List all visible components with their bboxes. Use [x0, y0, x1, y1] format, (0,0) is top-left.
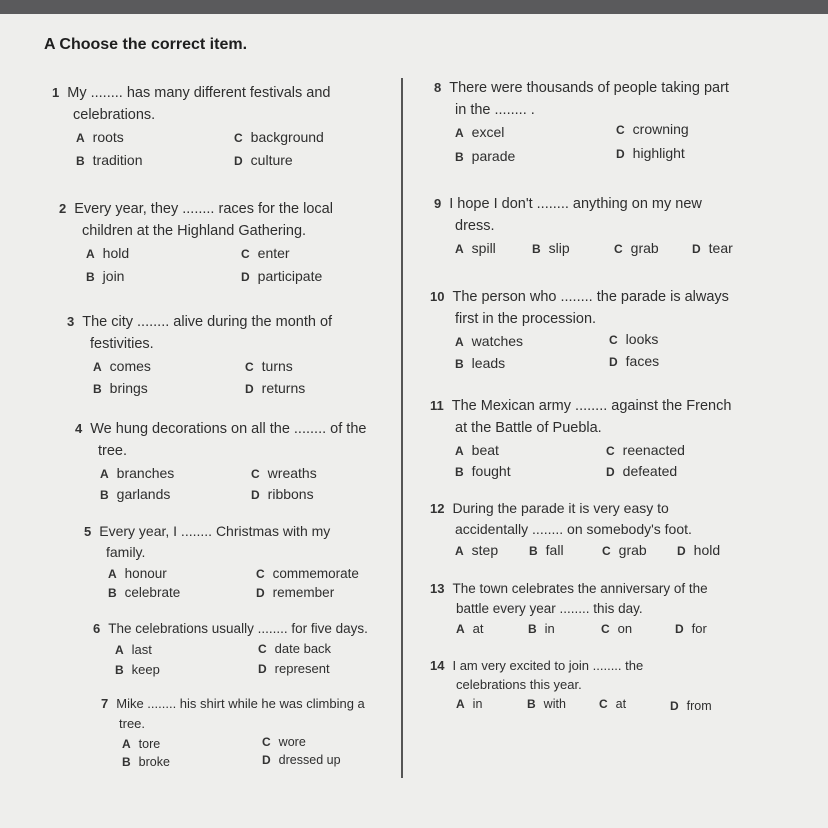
option-d[interactable]	[256, 582, 334, 604]
question-number: 13	[430, 581, 445, 596]
question-text-cont: first in the procession.	[455, 311, 597, 327]
option-letter: A	[76, 131, 85, 145]
question-text-cont: battle every year ........ this day.	[456, 601, 643, 616]
option-text: in	[544, 621, 555, 636]
option-letter: B	[455, 357, 464, 371]
option-letter: B	[115, 663, 124, 677]
option-a[interactable]	[455, 330, 523, 353]
question-8	[434, 77, 774, 167]
option-letter: D	[241, 270, 250, 284]
option-letter: C	[616, 123, 625, 137]
section-heading: A Choose the correct item.	[44, 36, 248, 53]
option-c[interactable]	[616, 118, 689, 141]
option-text: culture	[250, 152, 293, 168]
option-text: at	[615, 697, 627, 711]
option-d[interactable]	[258, 659, 330, 679]
option-d[interactable]	[677, 540, 720, 562]
question-text: The person who ........ the parade is always	[452, 289, 729, 305]
option-letter: A	[108, 567, 117, 581]
question-number: 6	[93, 621, 101, 636]
option-d[interactable]	[692, 237, 733, 260]
option-d[interactable]	[241, 265, 322, 288]
option-letter: D	[670, 699, 679, 713]
option-a[interactable]	[115, 640, 152, 660]
option-text: leads	[471, 355, 506, 371]
option-text: brings	[109, 380, 148, 396]
question-text-cont: family.	[106, 544, 146, 560]
option-a[interactable]	[456, 695, 482, 714]
question-2	[59, 198, 379, 288]
question-number: 7	[101, 696, 109, 711]
option-b[interactable]	[455, 352, 505, 375]
option-letter: D	[606, 465, 615, 479]
option-c[interactable]	[602, 540, 647, 562]
option-text: celebrate	[124, 585, 181, 600]
option-text: spill	[471, 240, 496, 256]
option-letter: C	[614, 242, 623, 256]
option-text: excel	[471, 124, 505, 140]
option-text: watches	[471, 333, 524, 349]
option-letter: C	[256, 567, 265, 581]
question-text-cont: at the Battle of Puebla.	[455, 420, 602, 436]
question-text-cont: dress.	[455, 218, 495, 234]
question-text: We hung decorations on all the ........ of the	[90, 421, 367, 437]
option-text: garlands	[116, 486, 171, 502]
question-9	[434, 193, 774, 261]
question-text: I hope I don't ........ anything on my new	[449, 196, 702, 212]
question-text: Mike ........ his shirt while he was climbing a	[116, 696, 365, 711]
option-text: represent	[274, 661, 330, 676]
option-text: looks	[625, 331, 659, 347]
option-b[interactable]	[455, 145, 515, 168]
option-c[interactable]	[258, 639, 331, 659]
option-text: grab	[618, 542, 647, 558]
option-a[interactable]	[455, 121, 504, 144]
option-b[interactable]	[108, 582, 180, 604]
option-text: fall	[545, 542, 564, 558]
option-letter: C	[602, 544, 611, 558]
question-13	[430, 579, 770, 641]
option-b[interactable]	[455, 460, 511, 483]
option-letter: C	[609, 333, 618, 347]
option-letter: A	[455, 242, 464, 256]
option-letter: B	[532, 242, 541, 256]
question-text-cont: children at the Highland Gathering.	[82, 223, 307, 239]
question-text: I am very excited to join ........ the	[452, 658, 644, 673]
question-6	[93, 619, 393, 681]
option-text: on	[617, 621, 633, 636]
option-b[interactable]	[76, 149, 142, 172]
question-text-cont: festivities.	[90, 336, 154, 352]
option-text: wore	[278, 735, 306, 749]
option-text: turns	[261, 358, 293, 374]
option-text: reenacted	[622, 442, 685, 458]
option-c[interactable]	[599, 695, 626, 714]
option-text: participate	[257, 268, 323, 284]
option-text: returns	[261, 380, 306, 396]
option-letter: D	[251, 488, 260, 502]
option-letter: B	[528, 622, 537, 636]
worksheet-page	[0, 14, 828, 828]
question-12	[430, 498, 770, 562]
option-letter: B	[86, 270, 95, 284]
option-letter: A	[455, 544, 464, 558]
option-letter: C	[601, 622, 610, 636]
question-text: There were thousands of people taking part	[449, 80, 729, 96]
question-5	[84, 521, 394, 605]
option-b[interactable]	[529, 540, 564, 562]
option-letter: B	[455, 465, 464, 479]
question-text: Every year, I ........ Christmas with my	[99, 523, 331, 539]
option-text: broke	[138, 755, 170, 769]
option-letter: A	[456, 697, 465, 711]
option-letter: C	[606, 444, 615, 458]
question-number: 9	[434, 196, 442, 211]
option-letter: A	[86, 247, 95, 261]
option-d[interactable]	[606, 460, 677, 483]
option-text: join	[102, 268, 125, 284]
option-letter: C	[258, 642, 267, 656]
question-text: The town celebrates the anniversary of the	[452, 581, 708, 596]
question-text: Every year, they ........ races for the local	[74, 201, 333, 217]
option-a[interactable]	[86, 242, 129, 265]
option-d[interactable]	[251, 483, 314, 506]
option-letter: D	[692, 242, 701, 256]
option-text: comes	[109, 358, 151, 374]
option-text: tear	[708, 240, 733, 256]
option-letter: B	[100, 488, 109, 502]
top-bezel	[0, 0, 828, 14]
option-letter: D	[234, 154, 243, 168]
question-14	[430, 656, 770, 716]
question-text-cont: tree.	[119, 716, 146, 731]
option-text: honour	[124, 566, 167, 581]
option-d[interactable]	[616, 142, 685, 165]
option-c[interactable]	[601, 619, 632, 639]
option-text: branches	[116, 465, 175, 481]
option-b[interactable]	[93, 377, 148, 400]
option-letter: C	[262, 735, 271, 749]
option-text: last	[131, 642, 152, 657]
option-text: grab	[630, 240, 659, 256]
question-text-cont: celebrations this year.	[456, 677, 582, 692]
option-text: step	[471, 542, 499, 558]
option-letter: D	[609, 355, 618, 369]
option-c[interactable]	[234, 126, 324, 149]
option-d[interactable]	[675, 619, 707, 639]
option-c[interactable]	[606, 439, 685, 462]
option-letter: D	[616, 147, 625, 161]
question-10	[430, 286, 770, 376]
option-c[interactable]	[251, 462, 317, 485]
option-a[interactable]	[455, 439, 499, 462]
option-letter: A	[115, 643, 124, 657]
option-a[interactable]	[455, 540, 498, 562]
option-text: enter	[257, 245, 290, 261]
option-b[interactable]	[115, 660, 160, 680]
option-text: hold	[693, 542, 721, 558]
option-c[interactable]	[609, 328, 658, 351]
option-a[interactable]	[76, 126, 124, 149]
question-11	[430, 395, 770, 483]
question-number: 1	[52, 85, 60, 100]
option-d[interactable]	[262, 750, 341, 770]
question-3	[67, 311, 387, 401]
option-text: roots	[92, 129, 124, 145]
option-text: crowning	[632, 121, 689, 137]
option-letter: A	[122, 737, 131, 751]
option-text: with	[543, 697, 566, 711]
option-d[interactable]	[234, 149, 293, 172]
question-text: The celebrations usually ........ for five days.	[108, 621, 368, 636]
option-a[interactable]	[455, 237, 496, 260]
option-letter: C	[241, 247, 250, 261]
option-letter: D	[258, 662, 267, 676]
option-d[interactable]	[670, 697, 712, 716]
option-letter: A	[455, 335, 464, 349]
option-a[interactable]	[122, 734, 160, 754]
option-text: tradition	[92, 152, 143, 168]
question-text-cont: in the ........ .	[455, 102, 535, 118]
question-text: During the parade it is very easy to	[452, 500, 669, 516]
option-text: slip	[548, 240, 570, 256]
question-number: 2	[59, 201, 67, 216]
option-b[interactable]	[528, 619, 555, 639]
question-text: The city ........ alive during the month of	[82, 314, 333, 330]
option-letter: A	[93, 360, 102, 374]
option-letter: B	[527, 697, 536, 711]
question-text-cont: accidentally ........ on somebody's foot.	[455, 521, 692, 537]
option-text: beat	[471, 442, 499, 458]
option-b[interactable]	[532, 237, 570, 260]
option-text: wreaths	[267, 465, 317, 481]
question-number: 11	[430, 398, 444, 413]
option-text: for	[691, 621, 707, 636]
option-b[interactable]	[100, 483, 170, 506]
question-text: The Mexican army ........ against the French	[451, 398, 732, 414]
question-4	[75, 418, 395, 508]
option-letter: D	[677, 544, 686, 558]
option-letter: D	[675, 622, 684, 636]
option-letter: C	[251, 467, 260, 481]
option-text: background	[250, 129, 324, 145]
question-number: 12	[430, 501, 445, 516]
option-c[interactable]	[241, 242, 290, 265]
option-c[interactable]	[262, 732, 306, 752]
option-letter: B	[122, 755, 131, 769]
question-number: 14	[430, 658, 445, 673]
option-letter: A	[456, 622, 465, 636]
option-letter: D	[256, 586, 265, 600]
option-letter: A	[100, 467, 109, 481]
option-text: remember	[272, 585, 335, 600]
option-letter: B	[455, 150, 464, 164]
option-text: fought	[471, 463, 511, 479]
option-text: defeated	[622, 463, 678, 479]
option-text: tore	[138, 737, 161, 751]
option-text: date back	[274, 641, 332, 656]
question-text: My ........ has many different festivals and	[67, 85, 331, 101]
column-divider	[401, 78, 403, 778]
question-number: 5	[84, 524, 92, 539]
option-text: faces	[625, 353, 660, 369]
option-letter: B	[76, 154, 85, 168]
option-letter: A	[455, 126, 464, 140]
option-c[interactable]	[614, 237, 659, 260]
question-1	[52, 82, 382, 172]
option-letter: D	[245, 382, 254, 396]
question-7	[101, 694, 396, 774]
option-letter: D	[262, 753, 271, 767]
option-letter: B	[93, 382, 102, 396]
option-letter: B	[529, 544, 538, 558]
option-text: keep	[131, 662, 160, 677]
option-b[interactable]	[86, 265, 124, 288]
option-d[interactable]	[609, 350, 659, 373]
option-text: from	[686, 699, 712, 713]
question-number: 10	[430, 289, 445, 304]
option-text: commemorate	[272, 566, 359, 581]
option-text: at	[472, 621, 484, 636]
question-number: 3	[67, 314, 75, 329]
option-b[interactable]	[122, 752, 170, 772]
option-c[interactable]	[245, 355, 293, 378]
option-letter: C	[245, 360, 254, 374]
question-text-cont: celebrations.	[73, 107, 156, 123]
option-letter: C	[599, 697, 608, 711]
option-text: in	[472, 697, 483, 711]
option-a[interactable]	[100, 462, 174, 485]
question-number: 4	[75, 421, 83, 436]
question-text-cont: tree.	[98, 443, 128, 459]
option-letter: B	[108, 586, 117, 600]
option-a[interactable]	[93, 355, 151, 378]
option-letter: A	[455, 444, 464, 458]
option-text: dressed up	[278, 753, 341, 767]
option-d[interactable]	[245, 377, 305, 400]
option-text: hold	[102, 245, 130, 261]
option-text: highlight	[632, 145, 685, 161]
option-text: ribbons	[267, 486, 314, 502]
option-letter: C	[234, 131, 243, 145]
option-b[interactable]	[527, 695, 566, 714]
question-number: 8	[434, 80, 442, 95]
option-a[interactable]	[456, 619, 484, 639]
option-text: parade	[471, 148, 516, 164]
